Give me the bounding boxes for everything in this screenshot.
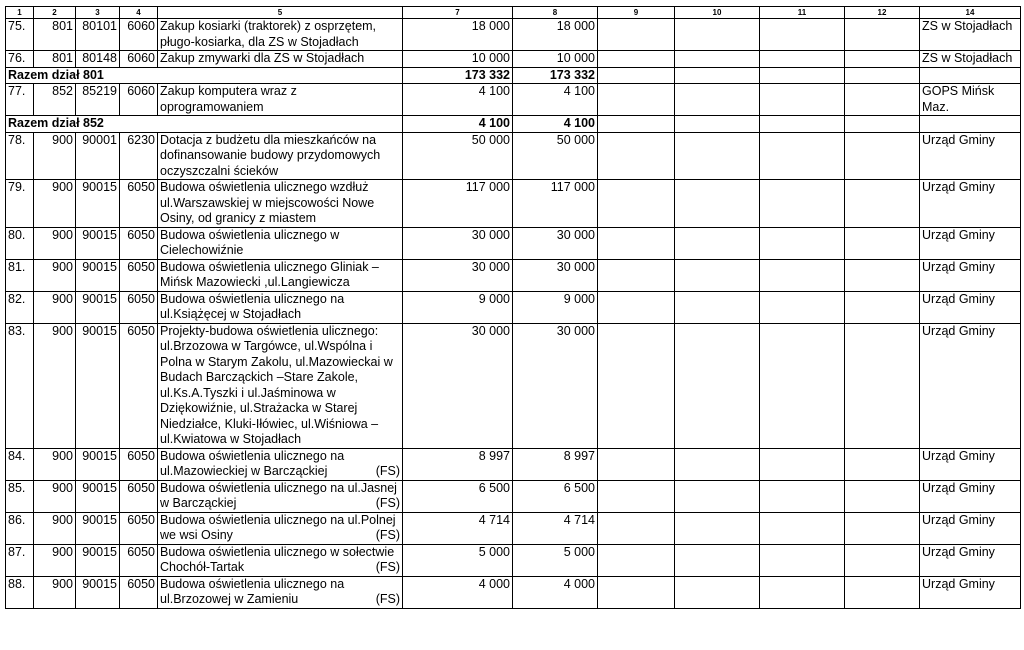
cell-col12	[845, 67, 920, 84]
cell-col9	[598, 116, 675, 133]
table-row	[6, 132, 1021, 180]
cell-rozdzial: 85219	[76, 84, 120, 116]
cell-col10	[675, 259, 760, 291]
cell-unit: Urząd Gminy	[920, 544, 1021, 576]
col-header: 3	[76, 7, 120, 19]
cell-dzial: 801	[34, 19, 76, 51]
section-total-label: Razem dział 852	[6, 116, 403, 133]
cell-rozdzial: 90015	[76, 180, 120, 228]
cell-col11	[760, 480, 845, 512]
cell-col9	[598, 576, 675, 608]
cell-rozdzial: 90015	[76, 512, 120, 544]
cell-col12	[845, 544, 920, 576]
cell-col7: 4 000	[403, 576, 513, 608]
col-header: 14	[920, 7, 1021, 19]
description-text: Zakup zmywarki dla ZS w Stojadłach	[160, 51, 365, 65]
description-text: Dotacja z budżetu dla mieszkańców na dofinansowanie budowy przydomowych oczyszczalni ścieków	[160, 132, 381, 178]
cell-description	[158, 84, 403, 116]
cell-unit: Urząd Gminy	[920, 480, 1021, 512]
table-row	[6, 227, 1021, 259]
cell-col8: 5 000	[513, 544, 598, 576]
cell-rozdzial: 90015	[76, 291, 120, 323]
cell-description	[158, 259, 403, 291]
cell-col8: 117 000	[513, 180, 598, 228]
table-row	[6, 51, 1021, 68]
cell-paragraf: 6050	[120, 512, 158, 544]
cell-paragraf: 6050	[120, 544, 158, 576]
cell-dzial: 900	[34, 291, 76, 323]
cell-col10	[675, 512, 760, 544]
cell-col12	[845, 116, 920, 133]
cell-lp: 80.	[6, 227, 34, 259]
section-total-label: Razem dział 801	[6, 67, 403, 84]
cell-description	[158, 576, 403, 608]
section-total-row	[6, 67, 1021, 84]
cell-dzial: 900	[34, 448, 76, 480]
cell-unit: Urząd Gminy	[920, 291, 1021, 323]
cell-unit: Urząd Gminy	[920, 259, 1021, 291]
cell-description	[158, 227, 403, 259]
cell-col7: 5 000	[403, 544, 513, 576]
cell-col9	[598, 323, 675, 448]
cell-col9	[598, 51, 675, 68]
cell-unit: Urząd Gminy	[920, 448, 1021, 480]
cell-col10	[675, 480, 760, 512]
cell-dzial: 900	[34, 576, 76, 608]
col-header: 8	[513, 7, 598, 19]
cell-col12	[845, 51, 920, 68]
cell-col7: 9 000	[403, 291, 513, 323]
cell-lp: 88.	[6, 576, 34, 608]
cell-col10	[675, 291, 760, 323]
cell-dzial: 900	[34, 480, 76, 512]
description-text: Budowa oświetlenia ulicznego w Cielechowiźnie	[160, 227, 340, 257]
cell-col8: 30 000	[513, 227, 598, 259]
cell-col7: 4 100	[403, 116, 513, 133]
cell-col8: 4 714	[513, 512, 598, 544]
cell-col7: 4 714	[403, 512, 513, 544]
cell-col11	[760, 544, 845, 576]
cell-col10	[675, 84, 760, 116]
fs-marker: (FS)	[375, 592, 400, 606]
cell-col7: 173 332	[403, 67, 513, 84]
cell-unit: Urząd Gminy	[920, 180, 1021, 228]
cell-col8: 4 100	[513, 116, 598, 133]
table-row	[6, 84, 1021, 116]
cell-lp: 87.	[6, 544, 34, 576]
cell-col7: 18 000	[403, 19, 513, 51]
cell-col7: 10 000	[403, 51, 513, 68]
cell-col8: 6 500	[513, 480, 598, 512]
col-header: 9	[598, 7, 675, 19]
description-text: Budowa oświetlenia ulicznego wzdłuż ul.Warszawskiej w miejscowości Nowe Osiny, od granicy z miastem	[160, 180, 375, 225]
table-row	[6, 448, 1021, 480]
cell-col7: 117 000	[403, 180, 513, 228]
cell-dzial: 900	[34, 259, 76, 291]
cell-col11	[760, 132, 845, 180]
cell-dzial: 852	[34, 84, 76, 116]
cell-description	[158, 544, 403, 576]
cell-col11	[760, 291, 845, 323]
cell-paragraf: 6050	[120, 323, 158, 448]
cell-rozdzial: 90015	[76, 323, 120, 448]
cell-col10	[675, 180, 760, 228]
cell-col8: 50 000	[513, 132, 598, 180]
table-row	[6, 291, 1021, 323]
cell-col7: 30 000	[403, 323, 513, 448]
cell-col11	[760, 259, 845, 291]
cell-lp: 86.	[6, 512, 34, 544]
cell-description	[158, 512, 403, 544]
cell-col10	[675, 116, 760, 133]
cell-col10	[675, 227, 760, 259]
cell-paragraf: 6050	[120, 259, 158, 291]
cell-lp: 85.	[6, 480, 34, 512]
description-text: Budowa oświetlenia ulicznego na ul.Jasnej w Barcząckiej	[160, 480, 397, 510]
cell-col11	[760, 323, 845, 448]
cell-col8: 173 332	[513, 67, 598, 84]
cell-unit: Urząd Gminy	[920, 512, 1021, 544]
description-text: Budowa oświetlenia ulicznego na ul.Mazowieckiej w Barcząckiej	[160, 448, 345, 478]
cell-col12	[845, 323, 920, 448]
cell-col9	[598, 259, 675, 291]
cell-col9	[598, 67, 675, 84]
cell-col11	[760, 67, 845, 84]
col-header: 4	[120, 7, 158, 19]
cell-lp: 79.	[6, 180, 34, 228]
cell-description	[158, 19, 403, 51]
description-text: Projekty-budowa oświetlenia ulicznego: ul.Brzozowa w Targówce, ul.Wspólna i Polna w Starym Zakolu, ul.Mazowieckai w Budach Barcząckich –Stare Zakole, ul.Ks.A.Tyszki i ul.Jaśminowa w Dziękowiźnie, ul.Strażacka w Starej Niedziałce, Kluki-Iłówiec, ul.Wiśniowa – ul.Kwiatowa w Stojadłach	[160, 323, 393, 446]
table-row	[6, 259, 1021, 291]
table-row	[6, 512, 1021, 544]
cell-col12	[845, 84, 920, 116]
cell-lp: 84.	[6, 448, 34, 480]
table-row	[6, 576, 1021, 608]
cell-col9	[598, 84, 675, 116]
cell-lp: 83.	[6, 323, 34, 448]
cell-col12	[845, 512, 920, 544]
cell-col7: 30 000	[403, 259, 513, 291]
cell-col11	[760, 227, 845, 259]
cell-col9	[598, 132, 675, 180]
cell-col11	[760, 180, 845, 228]
cell-lp: 76.	[6, 51, 34, 68]
cell-unit: GOPS Mińsk Maz.	[920, 84, 1021, 116]
cell-unit: Urząd Gminy	[920, 132, 1021, 180]
header-row	[6, 7, 1021, 19]
cell-paragraf: 6050	[120, 576, 158, 608]
cell-col12	[845, 180, 920, 228]
cell-col9	[598, 512, 675, 544]
cell-col10	[675, 132, 760, 180]
cell-dzial: 900	[34, 544, 76, 576]
cell-col8: 4 000	[513, 576, 598, 608]
cell-col12	[845, 480, 920, 512]
cell-rozdzial: 90001	[76, 132, 120, 180]
cell-description	[158, 291, 403, 323]
cell-description	[158, 51, 403, 68]
cell-col14	[920, 67, 1021, 84]
cell-col12	[845, 227, 920, 259]
description-text: Budowa oświetlenia ulicznego na ul.Polnej we wsi Osiny	[160, 512, 396, 542]
cell-col10	[675, 19, 760, 51]
col-header: 2	[34, 7, 76, 19]
cell-col8: 30 000	[513, 323, 598, 448]
cell-col10	[675, 448, 760, 480]
cell-col9	[598, 227, 675, 259]
cell-col11	[760, 84, 845, 116]
cell-col10	[675, 51, 760, 68]
col-header: 12	[845, 7, 920, 19]
cell-paragraf: 6050	[120, 480, 158, 512]
cell-unit: ZS w Stojadłach	[920, 51, 1021, 68]
cell-paragraf: 6060	[120, 51, 158, 68]
cell-rozdzial: 90015	[76, 227, 120, 259]
description-text: Budowa oświetlenia ulicznego na ul.Książęcej w Stojadłach	[160, 291, 345, 321]
cell-unit: Urząd Gminy	[920, 227, 1021, 259]
fs-marker: (FS)	[375, 560, 400, 574]
cell-col10	[675, 323, 760, 448]
cell-description	[158, 180, 403, 228]
cell-unit: ZS w Stojadłach	[920, 19, 1021, 51]
cell-lp: 82.	[6, 291, 34, 323]
description-text: Zakup kosiarki (traktorek) z osprzętem, pługo-kosiarka, dla ZS w Stojadłach	[160, 19, 377, 49]
cell-paragraf: 6060	[120, 19, 158, 51]
cell-rozdzial: 90015	[76, 544, 120, 576]
cell-col11	[760, 19, 845, 51]
col-header: 5	[158, 7, 403, 19]
description-text: Budowa oświetlenia ulicznego Gliniak – Mińsk Mazowiecki ,ul.Langiewicza	[160, 259, 379, 289]
cell-description	[158, 448, 403, 480]
table-body	[6, 19, 1021, 609]
cell-col10	[675, 544, 760, 576]
cell-rozdzial: 80101	[76, 19, 120, 51]
cell-col14	[920, 116, 1021, 133]
cell-col7: 50 000	[403, 132, 513, 180]
cell-col7: 30 000	[403, 227, 513, 259]
cell-col12	[845, 259, 920, 291]
cell-col8: 18 000	[513, 19, 598, 51]
cell-col11	[760, 576, 845, 608]
cell-col9	[598, 448, 675, 480]
cell-description	[158, 480, 403, 512]
cell-col11	[760, 512, 845, 544]
cell-col11	[760, 116, 845, 133]
table-row	[6, 19, 1021, 51]
cell-col8: 4 100	[513, 84, 598, 116]
cell-rozdzial: 90015	[76, 259, 120, 291]
cell-col11	[760, 448, 845, 480]
cell-col8: 8 997	[513, 448, 598, 480]
table-row	[6, 480, 1021, 512]
cell-col7: 8 997	[403, 448, 513, 480]
cell-paragraf: 6050	[120, 448, 158, 480]
section-total-row	[6, 116, 1021, 133]
cell-col12	[845, 132, 920, 180]
investment-table	[5, 6, 1021, 609]
cell-col7: 4 100	[403, 84, 513, 116]
cell-unit: Urząd Gminy	[920, 576, 1021, 608]
cell-dzial: 900	[34, 512, 76, 544]
cell-lp: 75.	[6, 19, 34, 51]
col-header: 1	[6, 7, 34, 19]
cell-rozdzial: 80148	[76, 51, 120, 68]
cell-col8: 30 000	[513, 259, 598, 291]
cell-lp: 78.	[6, 132, 34, 180]
fs-marker: (FS)	[375, 528, 400, 542]
cell-dzial: 900	[34, 227, 76, 259]
cell-col12	[845, 19, 920, 51]
fs-marker: (FS)	[375, 464, 400, 478]
cell-paragraf: 6060	[120, 84, 158, 116]
cell-col7: 6 500	[403, 480, 513, 512]
cell-col12	[845, 448, 920, 480]
cell-dzial: 900	[34, 323, 76, 448]
cell-col12	[845, 291, 920, 323]
cell-col10	[675, 576, 760, 608]
cell-paragraf: 6050	[120, 180, 158, 228]
cell-dzial: 801	[34, 51, 76, 68]
description-text: Zakup komputera wraz z oprogramowaniem	[160, 84, 297, 114]
description-text: Budowa oświetlenia ulicznego w sołectwie Chochół-Tartak	[160, 544, 395, 574]
fs-marker: (FS)	[375, 496, 400, 510]
cell-col9	[598, 19, 675, 51]
cell-dzial: 900	[34, 132, 76, 180]
col-header: 11	[760, 7, 845, 19]
cell-rozdzial: 90015	[76, 480, 120, 512]
cell-unit: Urząd Gminy	[920, 323, 1021, 448]
cell-col9	[598, 544, 675, 576]
cell-col9	[598, 180, 675, 228]
cell-paragraf: 6050	[120, 227, 158, 259]
cell-paragraf: 6230	[120, 132, 158, 180]
cell-col11	[760, 51, 845, 68]
table-row	[6, 544, 1021, 576]
cell-col12	[845, 576, 920, 608]
cell-col8: 9 000	[513, 291, 598, 323]
col-header: 10	[675, 7, 760, 19]
cell-col8: 10 000	[513, 51, 598, 68]
cell-rozdzial: 90015	[76, 448, 120, 480]
description-text: Budowa oświetlenia ulicznego na ul.Brzozowej w Zamieniu	[160, 576, 345, 606]
col-header: 7	[403, 7, 513, 19]
cell-dzial: 900	[34, 180, 76, 228]
cell-lp: 77.	[6, 84, 34, 116]
cell-paragraf: 6050	[120, 291, 158, 323]
table-row	[6, 180, 1021, 228]
cell-col9	[598, 480, 675, 512]
cell-lp: 81.	[6, 259, 34, 291]
table-row	[6, 323, 1021, 448]
cell-col10	[675, 67, 760, 84]
cell-col9	[598, 291, 675, 323]
cell-description	[158, 132, 403, 180]
cell-rozdzial: 90015	[76, 576, 120, 608]
cell-description	[158, 323, 403, 448]
